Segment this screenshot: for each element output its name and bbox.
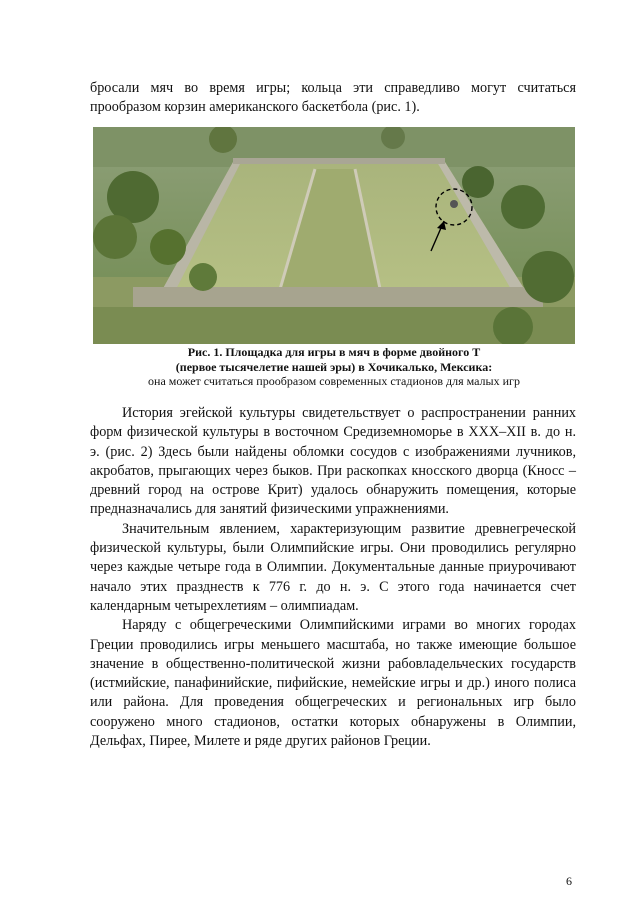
ball-court-photo (93, 127, 575, 344)
caption-line-1: Рис. 1. Площадка для игры в мяч в форме двойного Т (187, 345, 481, 359)
paragraph-aegean: История эгейской культуры свидетельствует о распространении ранних форм физической культуры в восточном Средиземноморье в XXX–XII в. до н. э. (рис. 2) Здесь были найдены обломки сосудов с изображениями лучников, акробатов, прыгающих через быков. При раскопках кносского дворца (Кносс – древний город на острове Крит) удалось обнаружить помещения, которые предназначались для занятий физическими упражнениями. (90, 405, 576, 518)
paragraph-olympics: Значительным явлением, характеризующим развитие древнегреческой физической культуры, были Олимпийские игры. Они проводились регулярно через каждые четыре года в Олимпии. Документальные данные приурочивают начало этих празднеств к 776 г. до н. э. С этого года начинается счет календарным четырехлетиям – олимпиадам. (90, 520, 576, 614)
page-number: 6 (566, 874, 572, 888)
caption-line-2: (первое тысячелетие нашей эры) в Хочикалько, Мексика: (175, 359, 493, 374)
figure-caption (93, 345, 575, 389)
body-text (90, 404, 576, 751)
intro-paragraph: бросали мяч во время игры; кольца эти справедливо могут считаться прообразом корзин американского баскетбола (рис. 1). (90, 80, 576, 115)
paragraph-greek-games: Наряду с общегреческими Олимпийскими играми во многих городах Греции проводились игры меньшего масштаба, но также имеющие большое значение в общественно-политической жизни рабовладельческих государств (истмийские, панафинийские, пифийские, немейские игры и др.) иного полиса или района. Для проведения общегреческих и региональных игр было сооружено много стадионов, остатки которых обнаружены в Олимпии, Дельфах, Пирее, Милете и ряде других районов Греции. (90, 617, 576, 750)
caption-line-3: она может считаться прообразом современных стадионов для малых игр (148, 374, 520, 388)
